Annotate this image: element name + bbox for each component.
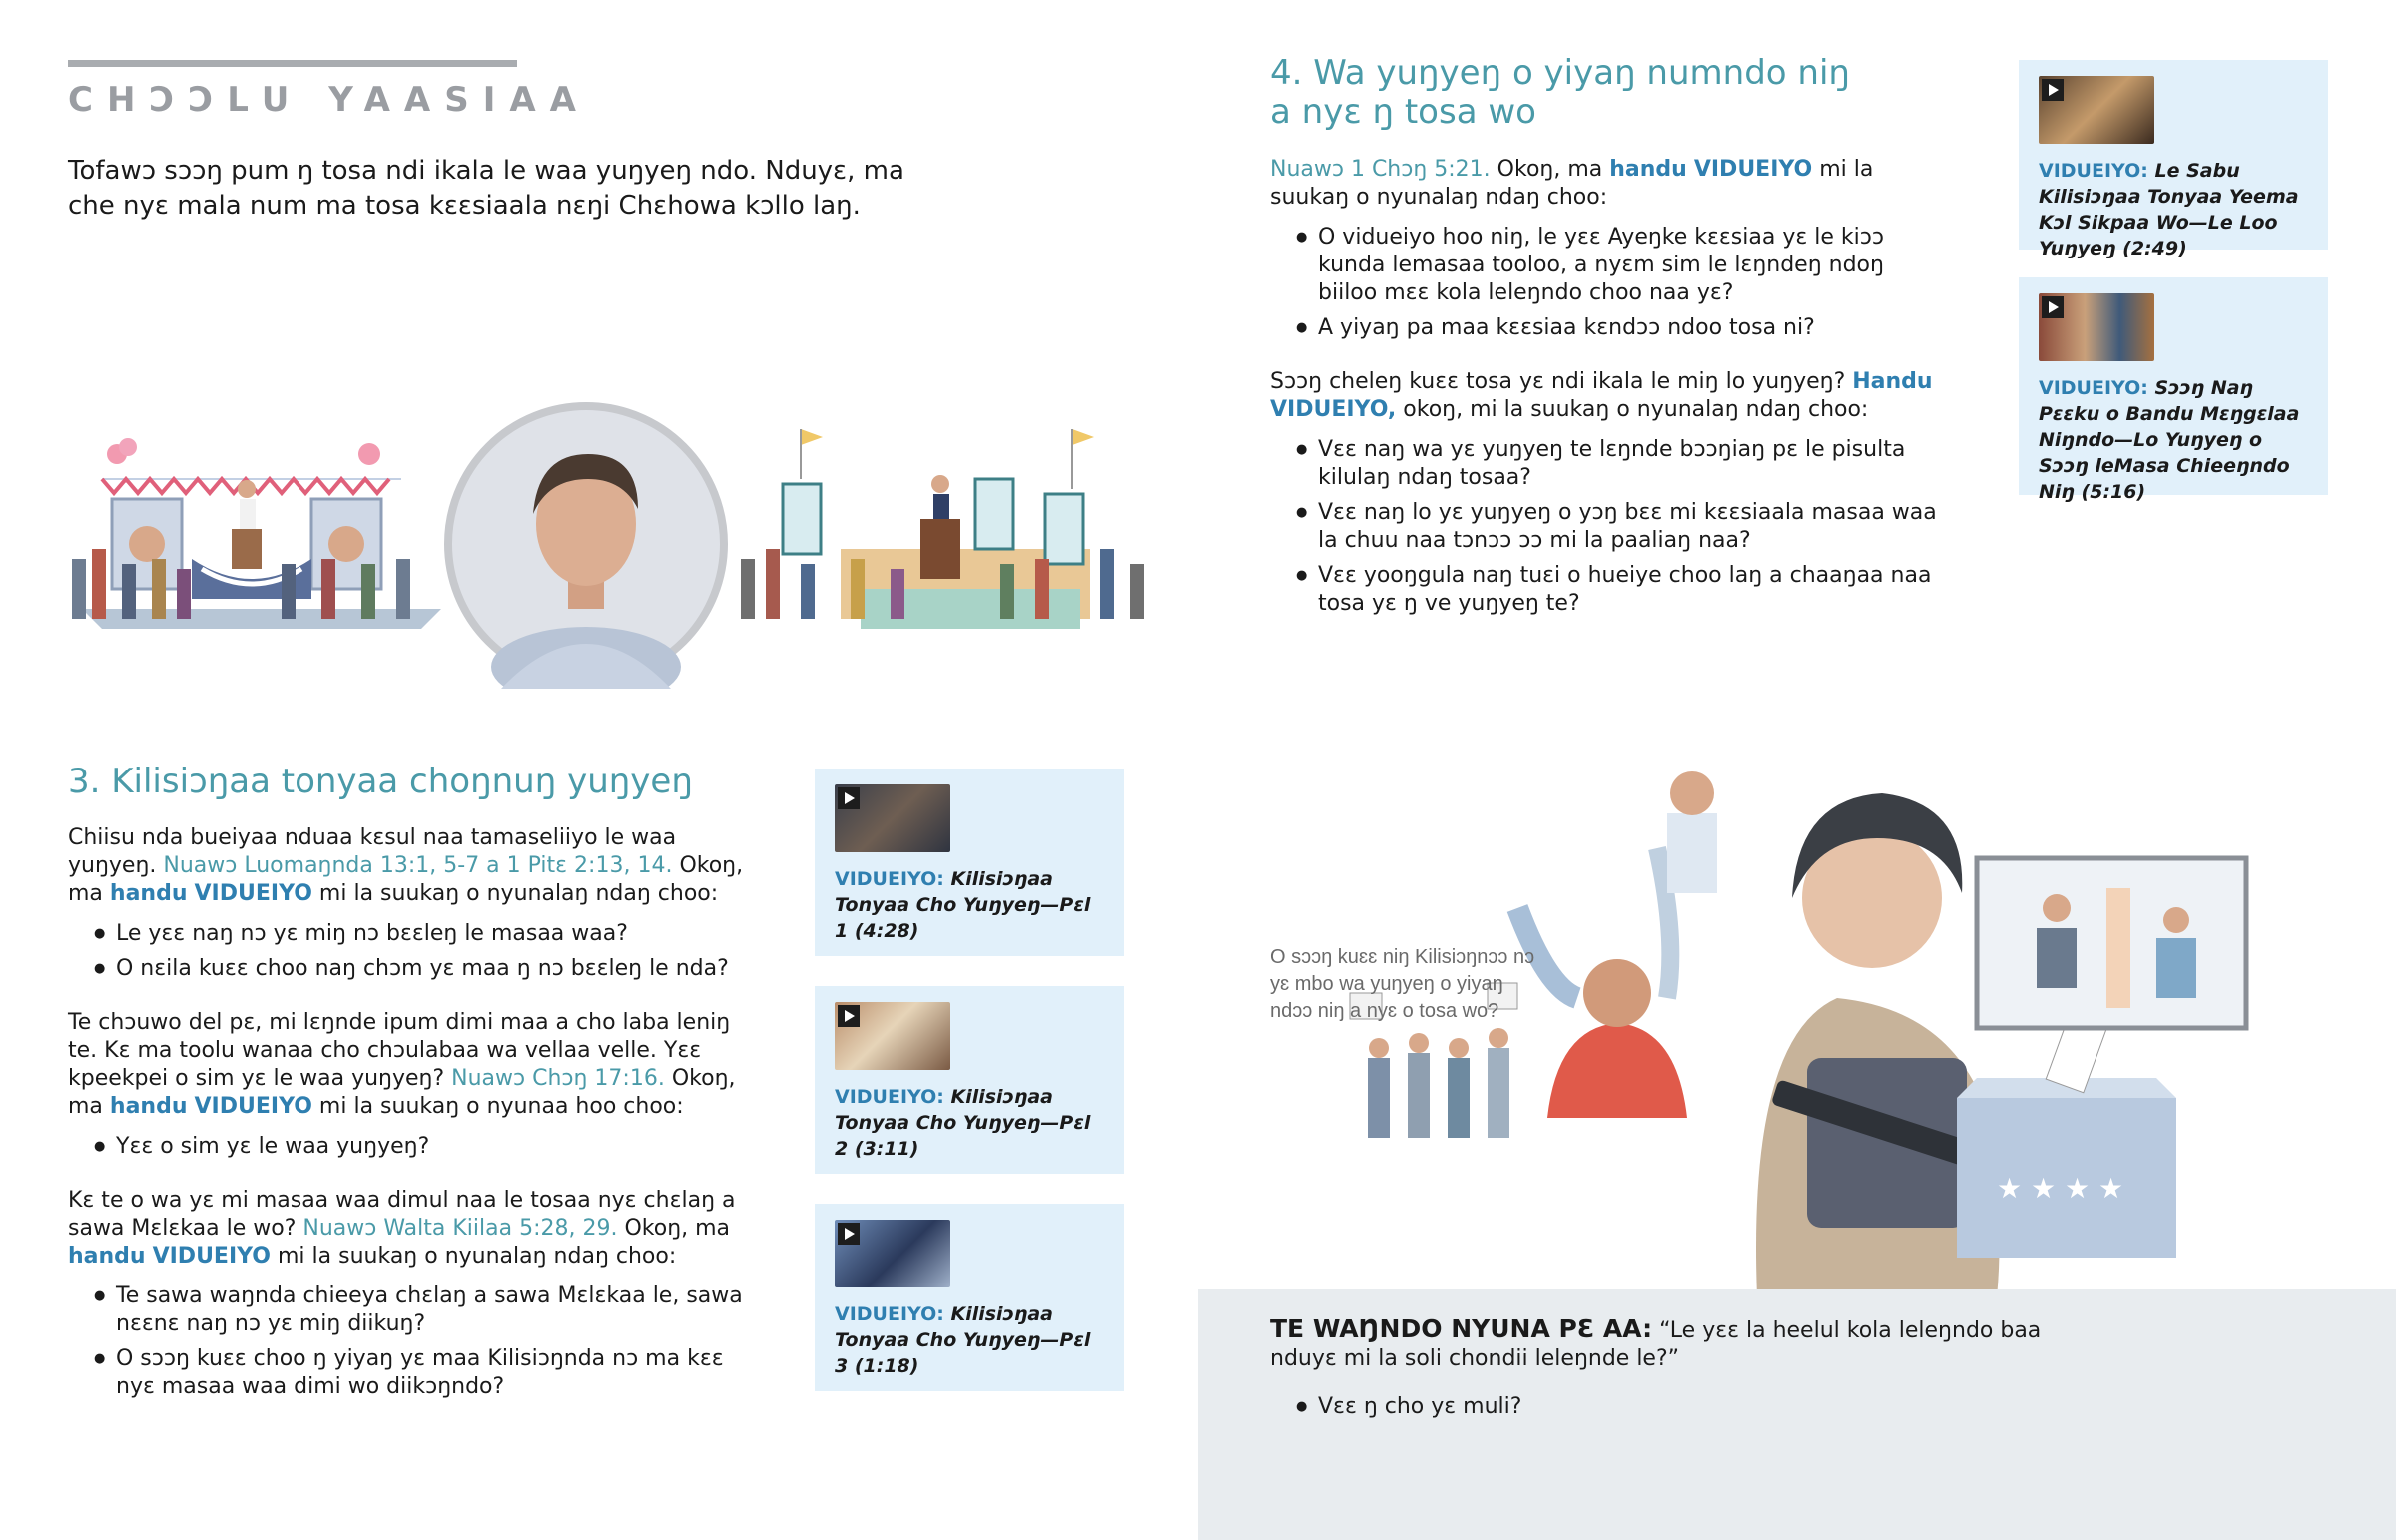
section4-title-line: a nyɛ ŋ tosa wo [1270, 92, 1536, 132]
intro-text: Tofawɔ sɔɔŋ pum ŋ tosa ndi ikala le waa yuŋyeŋ ndo. Nduyɛ, ma che nyɛ mala num ma tosa kɛɛsiaala nɛŋi Chɛhowa kɔllo laŋ. [68, 156, 904, 221]
video-label: VIDUEIYO: [835, 868, 944, 890]
illustration-caption: O sɔɔŋ kuɛɛ niŋ Kilisiɔŋnɔɔ nɔ yɛ mbo wa yuŋyeŋ o yiyaŋ ndɔɔ niŋ a nyɛ o tosa wo? [1270, 946, 1535, 1022]
svg-text:★ ★ ★ ★: ★ ★ ★ ★ [1997, 1172, 2124, 1205]
video-label: VIDUEIYO: [2039, 160, 2148, 182]
video-caption [2039, 375, 2314, 505]
question-item: ● Te sawa waŋnda chieeya chɛlaŋ a sawa Mɛlɛkaa le, sawa nɛɛnɛ naŋ nɔ yɛ miŋ diikuŋ? [68, 1283, 747, 1338]
video-caption [835, 866, 1110, 944]
play-icon[interactable] [838, 1223, 860, 1245]
video-title[interactable]: Kilisiɔŋaa Tonyaa Cho Yuŋyeŋ—Pɛl 1 (4:28) [835, 868, 1091, 942]
video-caption [835, 1084, 1110, 1162]
question-item: ● Vɛɛ naŋ lo yɛ yuŋyeŋ o yɔŋ bɛɛ mi kɛɛsiaala masaa waa la chuu naa tɔnɔɔ ɔɔ mi la paaliaŋ naa? [1270, 499, 1949, 555]
paragraph-text: mi la suukaŋ o nyunalaŋ ndaŋ choo: [1270, 157, 1874, 210]
video-label: VIDUEIYO: [835, 1303, 944, 1325]
footer-list [1270, 1393, 2049, 1421]
paragraph-text: mi la suukaŋ o nyunalaŋ ndaŋ choo: [318, 881, 719, 906]
section4-paragraph-2 [1270, 368, 1949, 424]
video-link[interactable]: VIDUEIYO [1693, 157, 1813, 182]
video-thumbnail[interactable] [835, 1002, 950, 1070]
candidate-portrait [448, 406, 724, 689]
video-card[interactable] [815, 986, 1124, 1174]
video-title[interactable]: Kilisiɔŋaa Tonyaa Cho Yuŋyeŋ—Pɛl 2 (3:11) [835, 1086, 1091, 1160]
standing-man [1667, 771, 1717, 893]
play-icon[interactable] [838, 1005, 860, 1027]
question-item: ● O sɔɔŋ kuɛɛ choo ŋ yiyaŋ yɛ maa Kilisiɔŋnda nɔ ma kɛɛ nyɛ masaa waa dimi wo diikɔŋndo? [68, 1345, 747, 1401]
question-list [68, 1133, 747, 1161]
video-title[interactable]: Le Sabu Kilisiɔŋaa Tonyaa Yeema Kɔl Sikpaa Wo—Le Loo Yuŋyeŋ (2:49) [2039, 160, 2299, 259]
paragraph-text: Okoŋ, ma [68, 853, 744, 906]
paragraph-text: Okoŋ, ma [624, 1216, 731, 1241]
question-list [68, 920, 747, 983]
video-card[interactable] [815, 1204, 1124, 1391]
section4-body [1270, 156, 1949, 618]
scripture-link[interactable]: Nuawɔ Chɔŋ 17:16. [451, 1066, 665, 1091]
question-item: ● A yiyaŋ pa maa kɛɛsiaa kɛndɔɔ ndoo tosa ni? [1270, 314, 1949, 342]
section3-title: 3. Kilisiɔŋaa tonyaa choŋnuŋ yuŋyeŋ [68, 762, 693, 801]
video-link[interactable]: Handu VIDUEIYO, [1270, 369, 1933, 422]
video-thumbnail[interactable] [835, 784, 950, 852]
question-item: ● Vɛɛ yooŋgula naŋ tuɛi o hueiye choo laŋ a chaaŋaa naa tosa yɛ ŋ ve yuŋyeŋ te? [1270, 562, 1949, 618]
scripture-link[interactable]: Nuawɔ Walta Kiilaa 5:28, 29. [302, 1216, 618, 1241]
play-video-link[interactable]: handu [68, 1244, 146, 1269]
paragraph-text: mi la suukaŋ o nyunaa hoo choo: [318, 1094, 684, 1119]
video-thumbnail[interactable] [835, 1220, 950, 1287]
footer-quote: “Le yɛɛ la heelul kola leleŋndo baa nduyɛ mi la soli chondii leleŋnde le?” [1270, 1318, 2042, 1371]
paragraph-text: Kɛ te o wa yɛ mi masaa waa dimul naa le tosaa nyɛ chɛlaŋ a sawa Mɛlɛkaa le wo? [68, 1188, 736, 1241]
question-list [1270, 436, 1949, 618]
video-link[interactable]: VIDUEIYO [194, 1094, 312, 1119]
question-item: ● Vɛɛ naŋ wa yɛ yuŋyeŋ te lɛŋnde bɔɔŋiaŋ pɛ le pisulta kilulaŋ ndaŋ tosaa? [1270, 436, 1949, 492]
paragraph-text: Sɔɔŋ cheleŋ kuɛɛ tosa yɛ ndi ikala le miŋ lo yuŋyeŋ? [1270, 369, 1846, 394]
paragraph-text: mi la suukaŋ o nyunalaŋ ndaŋ choo: [278, 1244, 677, 1269]
tv-screen [1977, 858, 2246, 1028]
video-card[interactable] [2019, 60, 2328, 259]
section4-paragraph-1 [1270, 156, 1949, 212]
header-rule [68, 60, 517, 67]
scripture-link[interactable]: Nuawɔ Luomaŋnda 13:1, 5-7 a 1 Pitɛ 2:13, 14. [163, 853, 673, 878]
paragraph-text: Te chɔuwo del pɛ, mi lɛŋnde ipum dimi maa a cho laba leniŋ te. Kɛ ma toolu wanaa cho chɔulabaa wa vellaa velle. Yɛɛ kpeekpei o sim yɛ le waa yuŋyeŋ? [68, 1010, 731, 1091]
play-video-link[interactable]: handu [1609, 157, 1687, 182]
video-card[interactable] [815, 769, 1124, 956]
video-label: VIDUEIYO: [2039, 377, 2148, 399]
video-thumbnail[interactable] [2039, 76, 2154, 144]
politics-illustration [1338, 759, 2336, 1297]
video-title[interactable]: Kilisiɔŋaa Tonyaa Cho Yuŋyeŋ—Pɛl 3 (1:18) [835, 1303, 1091, 1377]
rally-illustration [62, 399, 1160, 689]
question-item: ● O nɛila kuɛɛ choo naŋ chɔm yɛ maa ŋ nɔ bɛɛleŋ le nda? [68, 955, 747, 983]
video-link[interactable]: VIDUEIYO [194, 881, 312, 906]
ballot-box [1957, 1013, 2176, 1258]
video-card[interactable] [2019, 277, 2328, 503]
video-label: VIDUEIYO: [835, 1086, 944, 1108]
video-title[interactable]: Sɔɔŋ Naŋ Pɛɛku o Bandu Mɛŋgɛlaa Niŋndo—Lo Yuŋyeŋ o Sɔɔŋ leMasa Chieeŋndo Niŋ (5:16) [2039, 377, 2300, 503]
question-item: ● Yɛɛ o sim yɛ le waa yuŋyeŋ? [68, 1133, 747, 1161]
footer-label: TE WAŊNDO NYUNA PƐ AA: [1270, 1314, 1653, 1343]
play-icon[interactable] [838, 787, 860, 809]
section4-title [1270, 54, 1850, 132]
right-rally-scene [741, 429, 1144, 629]
section3-paragraph-3 [68, 1187, 747, 1271]
scripture-link[interactable]: Nuawɔ 1 Chɔŋ 5:21. [1270, 157, 1491, 182]
play-video-link[interactable]: handu [109, 1094, 188, 1119]
video-caption [2039, 158, 2314, 261]
section3-paragraph-2 [68, 1009, 747, 1121]
section4-title-line: 4. Wa yuŋyeŋ o yiyaŋ numndo niŋ [1270, 53, 1850, 93]
video-thumbnail[interactable] [2039, 293, 2154, 361]
discussion-footer [1198, 1289, 2396, 1540]
video-caption [835, 1301, 1110, 1379]
footer-question [1270, 1315, 2049, 1373]
section3-paragraph-1 [68, 824, 747, 908]
question-item: ● Le yɛɛ naŋ nɔ yɛ miŋ nɔ bɛɛleŋ le masaa waa? [68, 920, 747, 948]
question-list [68, 1283, 747, 1401]
paragraph-text: Okoŋ, ma [1497, 157, 1603, 182]
page-title: CHƆƆLU YAASIAA [68, 80, 590, 120]
video-link[interactable]: VIDUEIYO [152, 1244, 271, 1269]
play-icon[interactable] [2042, 79, 2064, 101]
paragraph-text: Chiisu nda bueiyaa nduaa kɛsul naa tamaseliiyo le waa yuŋyeŋ. [68, 825, 677, 878]
paragraph-text: okoŋ, mi la suukaŋ o nyunalaŋ ndaŋ choo: [1403, 397, 1869, 422]
left-rally-scene [72, 438, 441, 629]
paragraph-text: Okoŋ, ma [68, 1066, 736, 1119]
play-icon[interactable] [2042, 296, 2064, 318]
question-item: ● Vɛɛ ŋ cho yɛ muli? [1270, 1393, 2049, 1421]
play-video-link[interactable]: handu [109, 881, 188, 906]
shouting-man [1517, 848, 1687, 1118]
question-list [1270, 224, 1949, 342]
question-item: ● O vidueiyo hoo niŋ, le yɛɛ Ayeŋke kɛɛsiaa yɛ le kiɔɔ kunda lemasaa tooloo, a nyɛm sim le lɛŋndeŋ ndoŋ biiloo mɛɛ kola leleŋndo choo naa yɛ? [1270, 224, 1949, 307]
section3-body [68, 824, 747, 1401]
